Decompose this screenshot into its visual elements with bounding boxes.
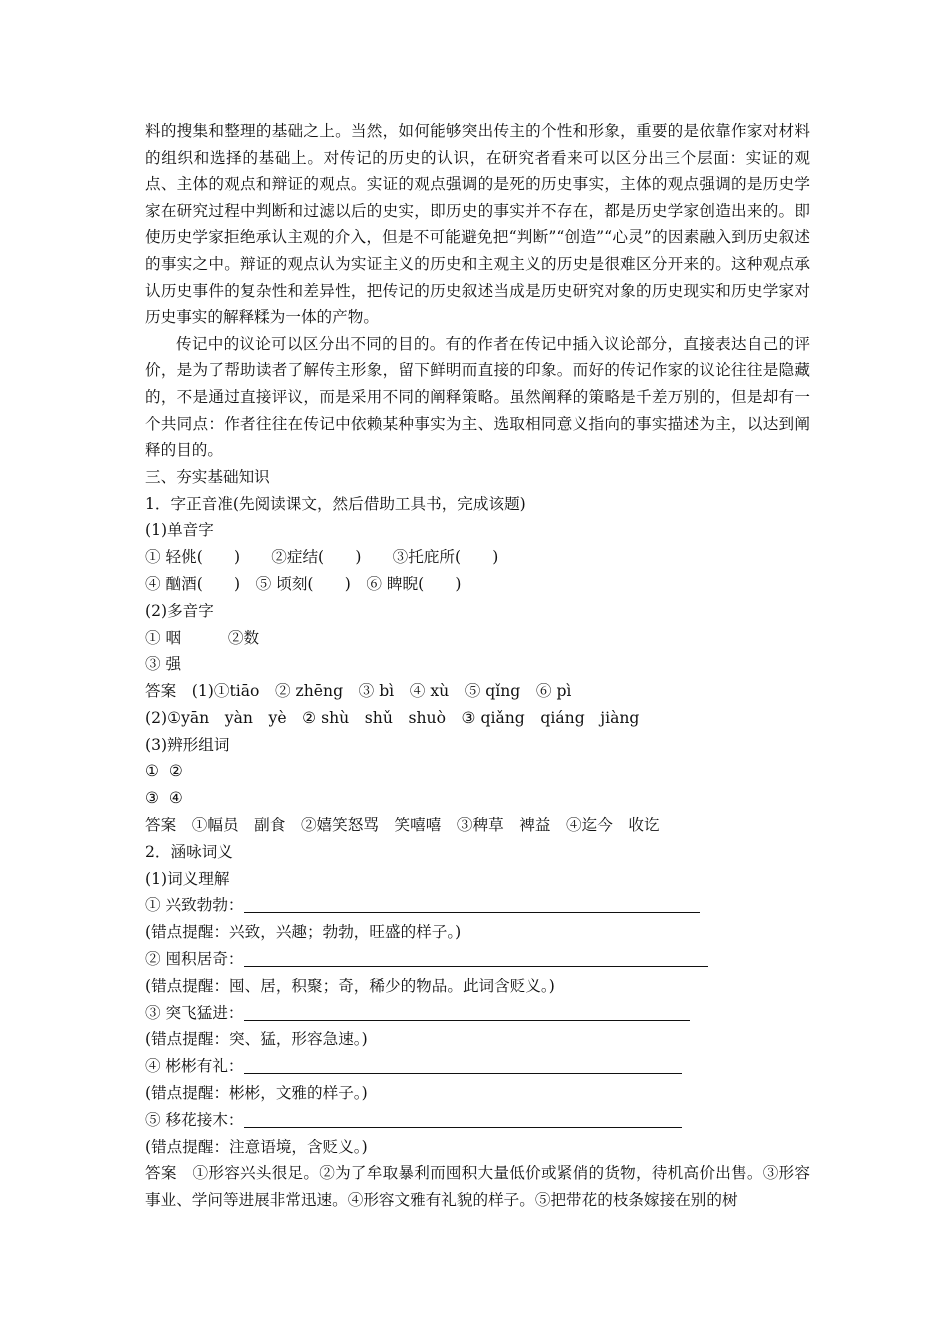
hint-item: (错点提醒：兴致，兴趣；勃勃，旺盛的样子。) bbox=[145, 923, 462, 942]
section-heading: 三、夯实基础知识 bbox=[145, 467, 270, 486]
term-item bbox=[145, 892, 810, 919]
term-label: ④ 彬彬有礼： bbox=[145, 1057, 244, 1076]
hint-item: (错点提醒：注意语境，含贬义。) bbox=[145, 1137, 368, 1156]
shape-row-2: ③ ④ bbox=[145, 789, 183, 808]
answer-blank[interactable] bbox=[244, 1057, 682, 1074]
single-sound-row-2: ④ 酗酒( ) ⑤ 顷刻( ) ⑥ 睥睨( ) bbox=[145, 574, 462, 593]
term-label: ① 兴致勃勃： bbox=[145, 896, 244, 915]
answer-blank[interactable] bbox=[244, 896, 700, 913]
answer-blank[interactable] bbox=[244, 950, 708, 967]
multi-sound-heading: (2)多音字 bbox=[145, 601, 214, 620]
term-label: ③ 突飞猛进： bbox=[145, 1003, 244, 1022]
paragraph-history-views: 料的搜集和整理的基础之上。当然，如何能够突出传主的个性和形象，重要的是依靠作家对材料的组织和选择的基础上。对传记的历史的认识，在研究者看来可以区分出三个层面：实证的观点、主体的观点和辩证的观点。实证的观点强调的是死的历史事实，主体的观点强调的是历史学家在研究过程中判断和过滤以后的史实，即历史的事实并不存在，都是历史学家创造出来的。即使历史学家拒绝承认主观的介入，但是不可能避免把“判断”“创造”“心灵”的因素融入到历史叙述的事实之中。辩证的观点认为实证主义的历史和主观主义的历史是很难区分开来的。这种观点承认历史事件的复杂性和差异性，把传记的历史叙述当成是历史研究对象的历史现实和历史学家对历史事实的解释糅为一体的产物。 bbox=[145, 122, 810, 327]
term-label: ② 囤积居奇： bbox=[145, 950, 244, 969]
term-item bbox=[145, 1053, 810, 1080]
single-sound-row-1: ① 轻佻( ) ②症结( ) ③托庇所( ) bbox=[145, 548, 499, 567]
question-2: 2．涵咏词义 bbox=[145, 842, 233, 861]
meaning-heading: (1)词义理解 bbox=[145, 869, 230, 888]
single-sound-heading: (1)单音字 bbox=[145, 521, 214, 540]
document-page bbox=[145, 118, 810, 1214]
shape-heading: (3)辨形组词 bbox=[145, 735, 230, 754]
hint-item: (错点提醒：彬彬，文雅的样子。) bbox=[145, 1084, 368, 1103]
shape-row-1: ① ② bbox=[145, 762, 183, 781]
hint-item: (错点提醒：突、猛，形容急速。) bbox=[145, 1030, 368, 1049]
hint-item: (错点提醒：囤、居，积聚；奇，稀少的物品。此词含贬义。) bbox=[145, 976, 555, 995]
multi-sound-row-2: ③ 强 bbox=[145, 655, 182, 674]
question-1: 1．字正音准(先阅读课文，然后借助工具书，完成该题) bbox=[145, 494, 526, 513]
term-label: ⑤ 移花接木： bbox=[145, 1110, 244, 1129]
answer-pinyin-1: 答案 (1)①tiāo ② zhēng ③ bì ④ xù ⑤ qǐng ⑥ pì bbox=[145, 682, 572, 701]
answer-blank[interactable] bbox=[244, 1111, 682, 1128]
answer-blank[interactable] bbox=[244, 1004, 690, 1021]
paragraph-commentary: 传记中的议论可以区分出不同的目的。有的作者在传记中插入议论部分，直接表达自己的评价，是为了帮助读者了解传主形象，留下鲜明而直接的印象。而好的传记作家的议论往往是隐藏的，不是通过直接评议，而是采用不同的阐释策略。虽然阐释的策略是千差万别的，但是却有一个共同点：作者往往在传记中依赖某种事实为主、选取相同意义指向的事实描述为主，以达到阐释的目的。 bbox=[145, 334, 810, 460]
multi-sound-row-1: ① 咽 ②数 bbox=[145, 628, 260, 647]
term-item bbox=[145, 1107, 810, 1134]
answer-meaning: 答案 ①形容兴头很足。②为了牟取暴利而囤积大量低价或紧俏的货物，待机高价出售。③形容事业、学问等进展非常迅速。④形容文雅有礼貌的样子。⑤把带花的枝条嫁接在别的树 bbox=[145, 1164, 810, 1210]
term-item bbox=[145, 1000, 810, 1027]
answer-shape: 答案 ①幅员 副食 ②嬉笑怒骂 笑嘻嘻 ③稗草 裨益 ④迄今 收讫 bbox=[145, 816, 660, 835]
term-item bbox=[145, 946, 810, 973]
answer-pinyin-2: (2)①yān yàn yè ② shù shǔ shuò ③ qiǎng qiáng jiàng bbox=[145, 708, 640, 727]
